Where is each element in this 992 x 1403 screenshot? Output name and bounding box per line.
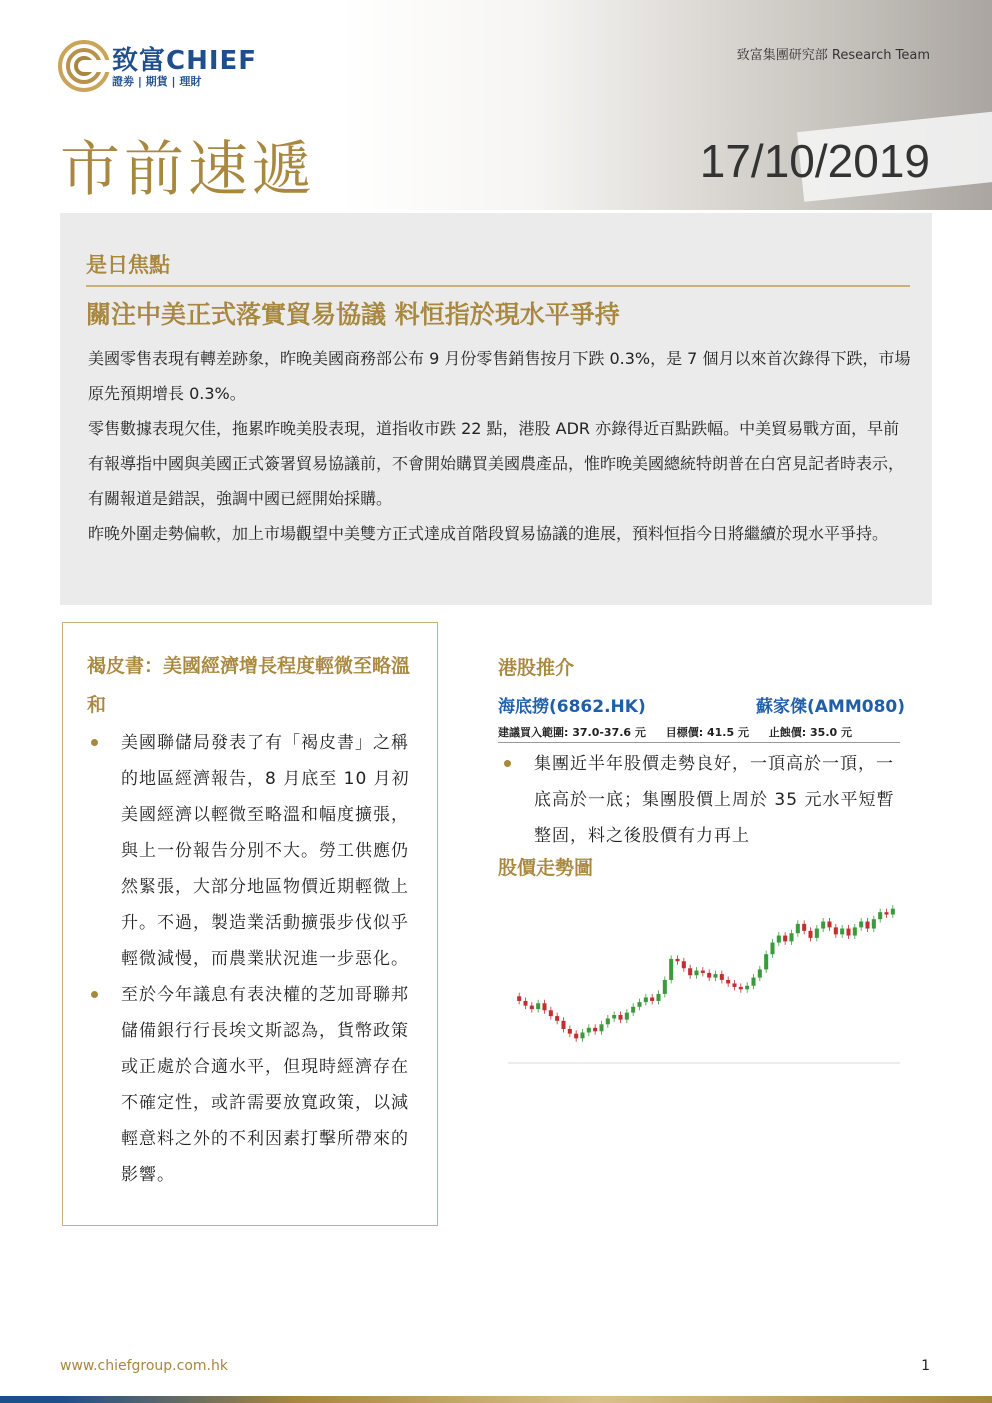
candle-body [688,968,692,975]
candle [618,1011,622,1023]
candle-body [663,980,667,994]
candle-body [593,1028,597,1032]
candle-body [739,987,743,989]
candle [821,918,825,932]
candle [593,1024,597,1035]
bullet-text: 集團近半年股價走勢良好，一頂高於一頂，一底高於一底；集團股價上周於 35 元水平短暫整固，料之後股價有力再上 [534,754,895,846]
candle-body [884,912,888,914]
candle-body [802,924,806,931]
list-item [87,725,419,977]
candle [637,999,641,1011]
report-date: 17/10/2019 [699,135,930,187]
candle [555,1013,559,1025]
candle-body [549,1010,553,1016]
candle-body [758,969,762,977]
candle [808,927,812,941]
candle [732,980,736,991]
candle-body [745,986,749,990]
candle [574,1030,578,1042]
candle-body [821,922,825,929]
candle-body [796,924,800,933]
candle [770,939,774,958]
candle [663,976,667,997]
candle [517,993,521,1005]
price-chart [508,885,910,1075]
candle-body [751,978,755,986]
analyst-name: 蘇家傑(AMM080) [756,697,906,717]
candle [840,925,844,938]
candle-body [701,971,705,973]
candle-body [865,922,869,929]
candle-body [561,1021,565,1029]
bullet-text: 美國聯儲局發表了有「褐皮書」之稱的地區經濟報告，8 月底至 10 月初美國經濟以輕微至略溫和幅度擴張，與上一份報告分別不大。勞工供應仍然緊張，大部分地區物價近期輕微上升。不過，製造業活動擴張步伐似乎輕微減慢，而農業狀況進一步惡化。 [121,733,410,969]
candle [587,1024,591,1036]
candle [568,1025,572,1037]
candle-body [618,1015,622,1020]
candle-body [656,994,660,1001]
candle [530,1002,534,1013]
candle-body [878,912,882,919]
research-team-label: 致富集團研究部 Research Team [736,48,930,63]
candle-body [732,983,736,987]
candle [561,1017,565,1032]
candle [853,924,857,939]
candle-body [726,980,730,984]
target-price: 目標價: 41.5 元 [665,726,749,739]
divider [498,742,900,743]
candle [650,994,654,1005]
candle [707,969,711,981]
candle-body [542,1003,546,1010]
candle-body [777,936,781,943]
candle [827,918,831,931]
candle-body [853,927,857,935]
stock-pick-heading: 港股推介 [498,657,575,679]
candle [713,971,717,982]
candle [669,955,673,983]
candle-body [891,909,895,915]
divider [86,285,910,287]
candle-body [606,1018,610,1024]
page-title: 市前速遞 [60,135,316,205]
candle-body [764,954,768,969]
bullet-icon [91,991,98,998]
bullet-text: 至於今年議息有表決權的芝加哥聯邦儲備銀行行長埃文斯認為，貨幣政策或正處於合適水平，但現時經濟存在不確定性，或許需要放寬政策，以減輕意料之外的不利因素打擊所帶來的影響。 [121,985,409,1185]
candle-body [536,1003,540,1009]
candle [846,925,850,939]
candle-body [650,997,654,1001]
candle [789,930,793,945]
candle-body [789,933,793,941]
candle [783,932,787,945]
candle [656,990,660,1004]
candle [834,924,838,938]
stock-name: 海底撈(6862.HK) [498,697,646,717]
candle [878,909,882,923]
candle-body [682,961,686,968]
stock-bullets [500,746,900,854]
candle-body [625,1013,629,1020]
candle [758,966,762,981]
candle [720,971,724,984]
daily-focus-body [88,341,912,551]
candle-body [713,974,717,978]
candle-body [707,973,711,978]
candle [682,958,686,972]
candle-body [587,1028,591,1033]
footer-bar [0,1396,992,1403]
brand-subtitle: 證劵 | 期貨 | 理財 [112,75,202,88]
daily-focus-title: 關注中美正式落實貿易協議 料恒指於現水平爭持 [86,300,620,329]
candle [612,1011,616,1022]
candle-body [599,1024,603,1031]
candle-body [808,931,812,938]
beige-book-panel [62,622,438,1226]
candle [777,932,781,946]
stop-loss: 止蝕價: 35.0 元 [768,726,852,739]
candle [764,951,768,973]
page-number: 1 [921,1358,930,1374]
beige-book-bullets [87,725,419,1193]
candle-body [783,936,787,942]
candle [523,997,527,1009]
chief-logo-icon [58,40,110,92]
candle-body [815,929,819,938]
candle-body [530,1006,534,1010]
candle-body [720,974,724,980]
candle-body [580,1032,584,1038]
candle [796,920,800,936]
candle [536,1000,540,1013]
candle [644,994,648,1006]
buy-range: 建議買入範圍: 37.0-37.6 元 [498,726,646,739]
stock-price-levels [498,724,868,740]
candle-body [517,996,521,1001]
daily-focus-panel [60,213,932,605]
candle [625,1009,629,1023]
focus-paragraph: 美國零售表現有轉差跡象，昨晚美國商務部公布 9 月份零售銷售按月下跌 0.3%，是 7 個月以來首次錄得下跌，市場原先預期增長 0.3%。 [88,349,911,403]
candle [688,965,692,979]
candle [865,918,869,932]
candle-body [846,929,850,936]
candle [694,967,698,979]
brand-name: 致富CHIEF [112,46,258,76]
candle [884,909,888,918]
candle [542,1000,546,1014]
candle [859,918,863,931]
candle [872,916,876,932]
candle-body [834,927,838,934]
candle-body [555,1016,559,1021]
beige-book-title: 褐皮書：美國經濟增長程度輕微至略溫和 [87,655,411,716]
candle-body [859,922,863,928]
candle [599,1021,603,1035]
footer-url: www.chiefgroup.com.hk [60,1358,228,1374]
candle [891,905,895,918]
candle [726,976,730,987]
candle-body [872,919,876,928]
bullet-icon [91,739,98,746]
candle [549,1007,553,1020]
candle-body [637,1002,641,1007]
candle-body [644,997,648,1002]
focus-paragraph: 昨晚外圍走勢偏軟，加上市場觀望中美雙方正式達成首階段貿易協議的進展，預料恒指今日將繼續於現水平爭持。 [88,524,889,543]
focus-paragraph: 零售數據表現欠佳，拖累昨晚美股表現，道指收市跌 22 點，港股 ADR 亦錄得近百點跌幅。中美貿易戰方面，早前有報導指中國與美國正式簽署貿易協議前，不會開始購買美國農產品，惟昨晚美國總統特朗普在白宮見記者時表示，有關報道是錯誤，強調中國已經開始採購。 [88,419,905,508]
bullet-icon [504,760,511,767]
candle [751,974,755,989]
candle-body [669,959,673,980]
candle [745,982,749,993]
candle-body [574,1034,578,1039]
daily-focus-heading: 是日焦點 [86,253,170,277]
candle [631,1003,635,1016]
candle-body [612,1015,616,1019]
candle-body [840,929,844,935]
chart-title: 股價走勢圖 [498,857,594,879]
candle [701,967,705,976]
candle [580,1029,584,1042]
candle [606,1015,610,1028]
candle-body [694,971,698,976]
candle [815,925,819,941]
list-item [500,746,900,854]
candle [675,955,679,964]
candle-body [827,922,831,928]
candle-body [675,959,679,961]
list-item [87,977,419,1193]
candle [739,983,743,992]
candle-body [770,943,774,955]
candle [802,920,806,934]
candle-body [568,1029,572,1034]
candle-body [523,1001,527,1006]
candle-body [631,1007,635,1013]
